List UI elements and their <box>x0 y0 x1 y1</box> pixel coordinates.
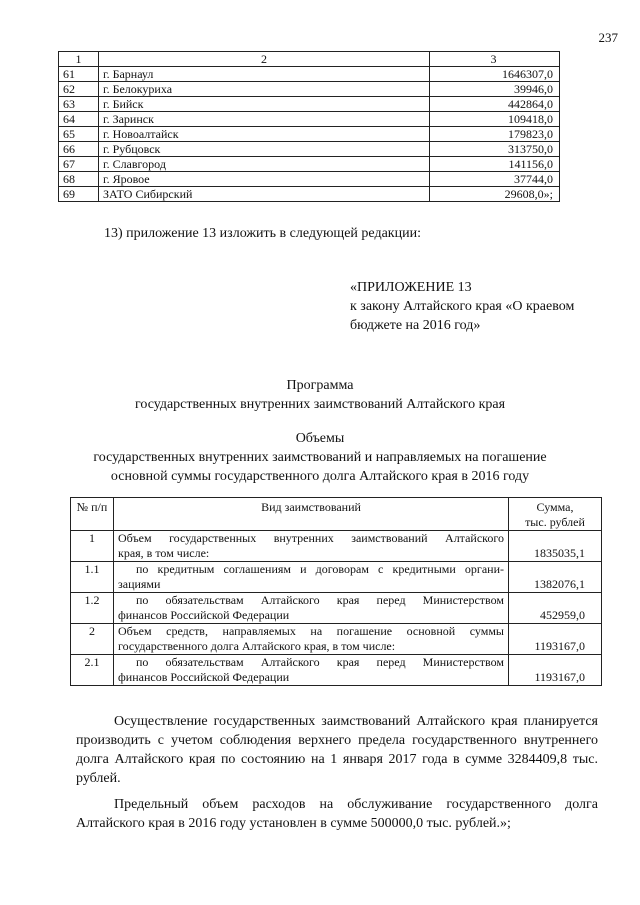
table-row <box>59 187 560 202</box>
row-description <box>114 624 509 655</box>
annex-line: бюджете на 2016 год» <box>350 318 481 333</box>
table-row <box>59 172 560 187</box>
row-name: г. Бийск <box>99 97 430 112</box>
paragraph-text: Осуществление государственных заимствований Алтайского края планируется производить с учетом соблюдения верхнего предела государственного внутреннего долга Алтайского края по состоянию на 1 января 2017 года в сумме 3284409,8 тыс. рублей. <box>76 714 598 786</box>
row-value: 109418,0 <box>430 112 560 127</box>
row-name: г. Новоалтайск <box>99 127 430 142</box>
row-description-line: Объем государственных внутренних заимствований Алтайского <box>118 531 504 545</box>
table-row <box>59 97 560 112</box>
table-row <box>71 624 602 655</box>
row-number: 67 <box>59 157 99 172</box>
volumes-title-line: основной суммы государственного долга Алтайского края в 2016 году <box>110 469 530 484</box>
table-row <box>59 127 560 142</box>
header-cell: 2 <box>99 52 430 67</box>
table-row <box>59 157 560 172</box>
paragraph-borrowing <box>76 712 598 788</box>
row-number: 63 <box>59 97 99 112</box>
row-sum: 1835035,1 <box>509 531 602 562</box>
row-name: г. Славгород <box>99 157 430 172</box>
column-header-sum <box>509 498 602 531</box>
municipal-table <box>58 51 560 202</box>
table-header-row <box>71 498 602 531</box>
row-name: г. Заринск <box>99 112 430 127</box>
row-description-line: края, в том числе: <box>118 546 210 560</box>
table-row <box>71 562 602 593</box>
row-sum: 452959,0 <box>509 593 602 624</box>
row-number: 69 <box>59 187 99 202</box>
row-value: 141156,0 <box>430 157 560 172</box>
column-header-sum-line: Сумма, <box>536 500 574 514</box>
amendment-item-13: 13) приложение 13 изложить в следующей редакции: <box>104 226 421 241</box>
program-title <box>0 376 640 414</box>
row-value: 29608,0»; <box>430 187 560 202</box>
annex-line: к закону Алтайского края «О краевом <box>350 299 575 314</box>
row-description-line: Объем средств, направляемых на погашение основной суммы <box>118 624 504 638</box>
row-number: 62 <box>59 82 99 97</box>
page-number: 237 <box>598 30 618 45</box>
row-number: 65 <box>59 127 99 142</box>
header-cell: 1 <box>59 52 99 67</box>
row-name: ЗАТО Сибирский <box>99 187 430 202</box>
volumes-title-line: Объемы <box>295 431 345 446</box>
column-header-type: Вид заимствований <box>114 498 509 531</box>
row-number: 66 <box>59 142 99 157</box>
table-row <box>71 655 602 686</box>
column-header-sum-line: тыс. рублей <box>525 515 585 529</box>
row-number: 2.1 <box>71 655 114 686</box>
row-number: 64 <box>59 112 99 127</box>
column-header-number: № п/п <box>71 498 114 531</box>
row-name: г. Барнаул <box>99 67 430 82</box>
row-name: г. Белокуриха <box>99 82 430 97</box>
row-value: 1646307,0 <box>430 67 560 82</box>
row-number: 1.2 <box>71 593 114 624</box>
row-sum: 1193167,0 <box>509 655 602 686</box>
volumes-title <box>0 429 640 486</box>
table-row <box>59 82 560 97</box>
paragraph-text: Предельный объем расходов на обслуживание государственного долга Алтайского края в 2016 году установлен в сумме 500000,0 тыс. рублей.»; <box>76 797 598 831</box>
table-row <box>71 531 602 562</box>
row-number: 1.1 <box>71 562 114 593</box>
row-description-line: по кредитным соглашениям и договорам с кредитными органи- <box>136 562 504 576</box>
row-description-line: по обязательствам Алтайского края перед Министерством <box>136 655 504 669</box>
annex-header <box>350 278 574 335</box>
row-number: 68 <box>59 172 99 187</box>
row-description-line: государственного долга Алтайского края, в том числе: <box>118 639 396 653</box>
table-row <box>59 112 560 127</box>
row-number: 2 <box>71 624 114 655</box>
table-row <box>59 142 560 157</box>
row-value: 313750,0 <box>430 142 560 157</box>
row-value: 179823,0 <box>430 127 560 142</box>
row-number: 61 <box>59 67 99 82</box>
row-sum: 1193167,0 <box>509 624 602 655</box>
borrowing-table <box>70 497 602 686</box>
table-row <box>59 67 560 82</box>
row-description-line: финансов Российской Федерации <box>118 670 290 684</box>
program-title-line: государственных внутренних заимствований Алтайского края <box>134 397 506 412</box>
row-description <box>114 593 509 624</box>
row-number: 1 <box>71 531 114 562</box>
paragraph-expenses <box>76 795 598 833</box>
row-name: г. Яровое <box>99 172 430 187</box>
table-row <box>71 593 602 624</box>
row-description-line: зациями <box>118 577 161 591</box>
row-description <box>114 655 509 686</box>
row-sum: 1382076,1 <box>509 562 602 593</box>
row-description <box>114 531 509 562</box>
row-value: 37744,0 <box>430 172 560 187</box>
annex-line: «ПРИЛОЖЕНИЕ 13 <box>350 280 472 295</box>
program-title-line: Программа <box>286 378 354 393</box>
volumes-title-line: государственных внутренних заимствований и направляемых на погашение <box>93 450 547 465</box>
table-header-row <box>59 52 560 67</box>
row-description-line: финансов Российской Федерации <box>118 608 290 622</box>
row-value: 442864,0 <box>430 97 560 112</box>
row-value: 39946,0 <box>430 82 560 97</box>
header-cell: 3 <box>430 52 560 67</box>
row-description <box>114 562 509 593</box>
row-name: г. Рубцовск <box>99 142 430 157</box>
row-description-line: по обязательствам Алтайского края перед Министерством <box>136 593 504 607</box>
